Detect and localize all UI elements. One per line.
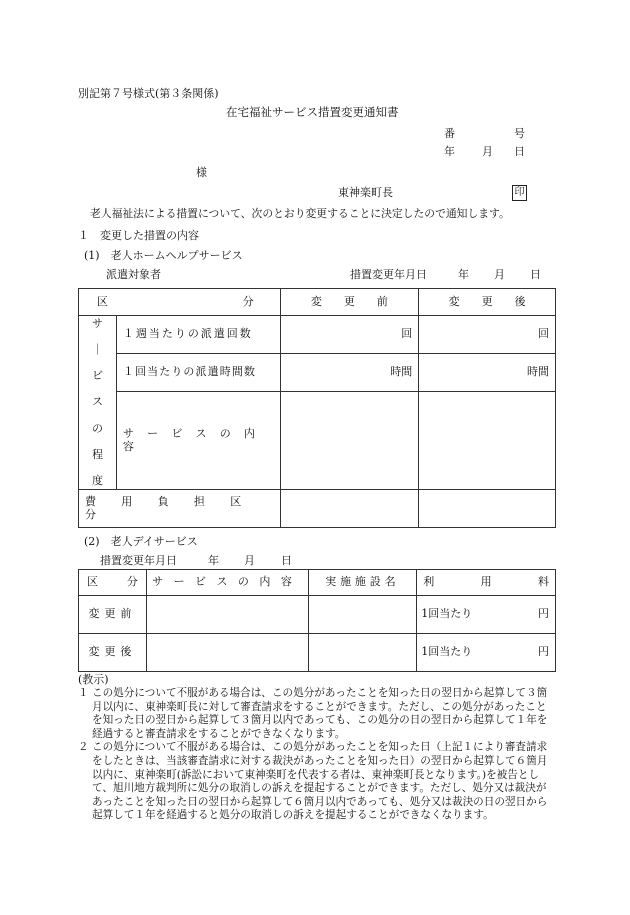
- ds-row-before-label: 変更前: [79, 596, 147, 634]
- header-after: 変 更 後: [419, 289, 556, 316]
- ds-header-facility: 実施施設名: [308, 570, 417, 596]
- seal-mark: 印: [512, 185, 527, 201]
- recipient-honorific: 様: [196, 166, 207, 179]
- header-before: 変 更 前: [280, 289, 419, 316]
- day-service-date-label: 措置変更年月日: [100, 554, 177, 567]
- day-service-table: [78, 569, 556, 672]
- service-level-label: サ ｜ ビ ス の 程 度: [79, 316, 117, 490]
- target-label: 派遣対象者: [106, 268, 161, 281]
- cost-burden-after: [419, 490, 556, 528]
- home-help-table: [78, 288, 556, 528]
- note-item: １ この処分について不服がある場合は、この処分があったことを知った日の翌日から起算して３箇月以内に、東神楽町長に対して審査請求をすることができます。ただし、この処分があったことを知った日の翌日から起算して３箇月以内であっても、この処分の日の翌日から起算して１年を経過すると審査請求をすることができなくなります。: [78, 687, 548, 740]
- ds-before-facility: [308, 596, 417, 634]
- number-label: 番: [444, 127, 455, 140]
- date-month: 月: [482, 145, 493, 158]
- change-date-label: 措置変更年月日: [350, 268, 427, 281]
- ds-header-content: サービスの内容: [146, 570, 308, 596]
- note-item: ２ この処分について不服がある場合は、この処分があったことを知った日（上記１により審査請求をしたときは、当該審査請求に対する裁決があったことを知った日）の翌日から起算して６箇月以内に、東神楽町(訴訟において東神楽町を代表する者は、東神楽町長となります。)を被告として、旭川地方裁判所に処分の取消しの訴えを提起することができます。ただし、処分又は裁決があったことを知った日の翌日から起算して６箇月以内であっても、処分又は裁決の日の翌日から起算して１年を経過すると処分の取消しの訴えを提起することができなくなります。: [78, 741, 548, 822]
- ds-row-after-label: 変更後: [79, 634, 147, 672]
- ds-before-content: [146, 596, 308, 634]
- section1-heading: １ 変更した措置の内容: [78, 229, 199, 242]
- weekly-visits-after: 回: [419, 316, 556, 354]
- day-service-heading: (2) 老人デイサービス: [84, 535, 198, 548]
- visit-hours-after: 時間: [419, 354, 556, 392]
- service-content-label: サービスの内容: [116, 392, 280, 490]
- day-service-date-month: 月: [244, 554, 255, 567]
- visit-hours-before: 時間: [280, 354, 419, 392]
- date-year: 年: [444, 145, 455, 158]
- ds-after-fee: 1回当たり 円: [417, 634, 556, 672]
- page-title: 在宅福祉サービス措置変更通知書: [226, 105, 399, 119]
- notes-list: [78, 687, 556, 823]
- day-service-date-year: 年: [208, 554, 219, 567]
- visit-hours-label: １回当たりの派遣時間数: [116, 354, 280, 392]
- cost-burden-before: [280, 490, 419, 528]
- day-service-date-day: 日: [281, 554, 292, 567]
- service-content-before: [280, 392, 419, 490]
- ds-header-kubun: 区 分: [79, 570, 147, 596]
- cost-burden-label: 費用負担区分: [79, 490, 281, 528]
- issuer-name: 東神楽町長: [338, 186, 393, 199]
- intro-text: 老人福祉法による措置について、次のとおり変更することに決定したので通知します。: [90, 207, 510, 220]
- header-kubun: 区 分: [79, 289, 281, 316]
- ds-header-fee: 利 用 料: [417, 570, 556, 596]
- form-id: 別記第７号様式(第３条関係): [78, 87, 219, 100]
- notes-heading: (教示): [78, 673, 109, 686]
- change-date-day: 日: [530, 268, 541, 281]
- service-content-after: [419, 392, 556, 490]
- ds-after-facility: [308, 634, 417, 672]
- ds-after-content: [146, 634, 308, 672]
- change-date-year: 年: [458, 268, 469, 281]
- weekly-visits-label: １週当たりの派遣回数: [116, 316, 280, 354]
- date-day: 日: [514, 145, 525, 158]
- weekly-visits-before: 回: [280, 316, 419, 354]
- home-help-heading: (1) 老人ホームヘルプサービス: [84, 249, 243, 262]
- ds-before-fee: 1回当たり 円: [417, 596, 556, 634]
- number-suffix: 号: [514, 127, 525, 140]
- change-date-month: 月: [494, 268, 505, 281]
